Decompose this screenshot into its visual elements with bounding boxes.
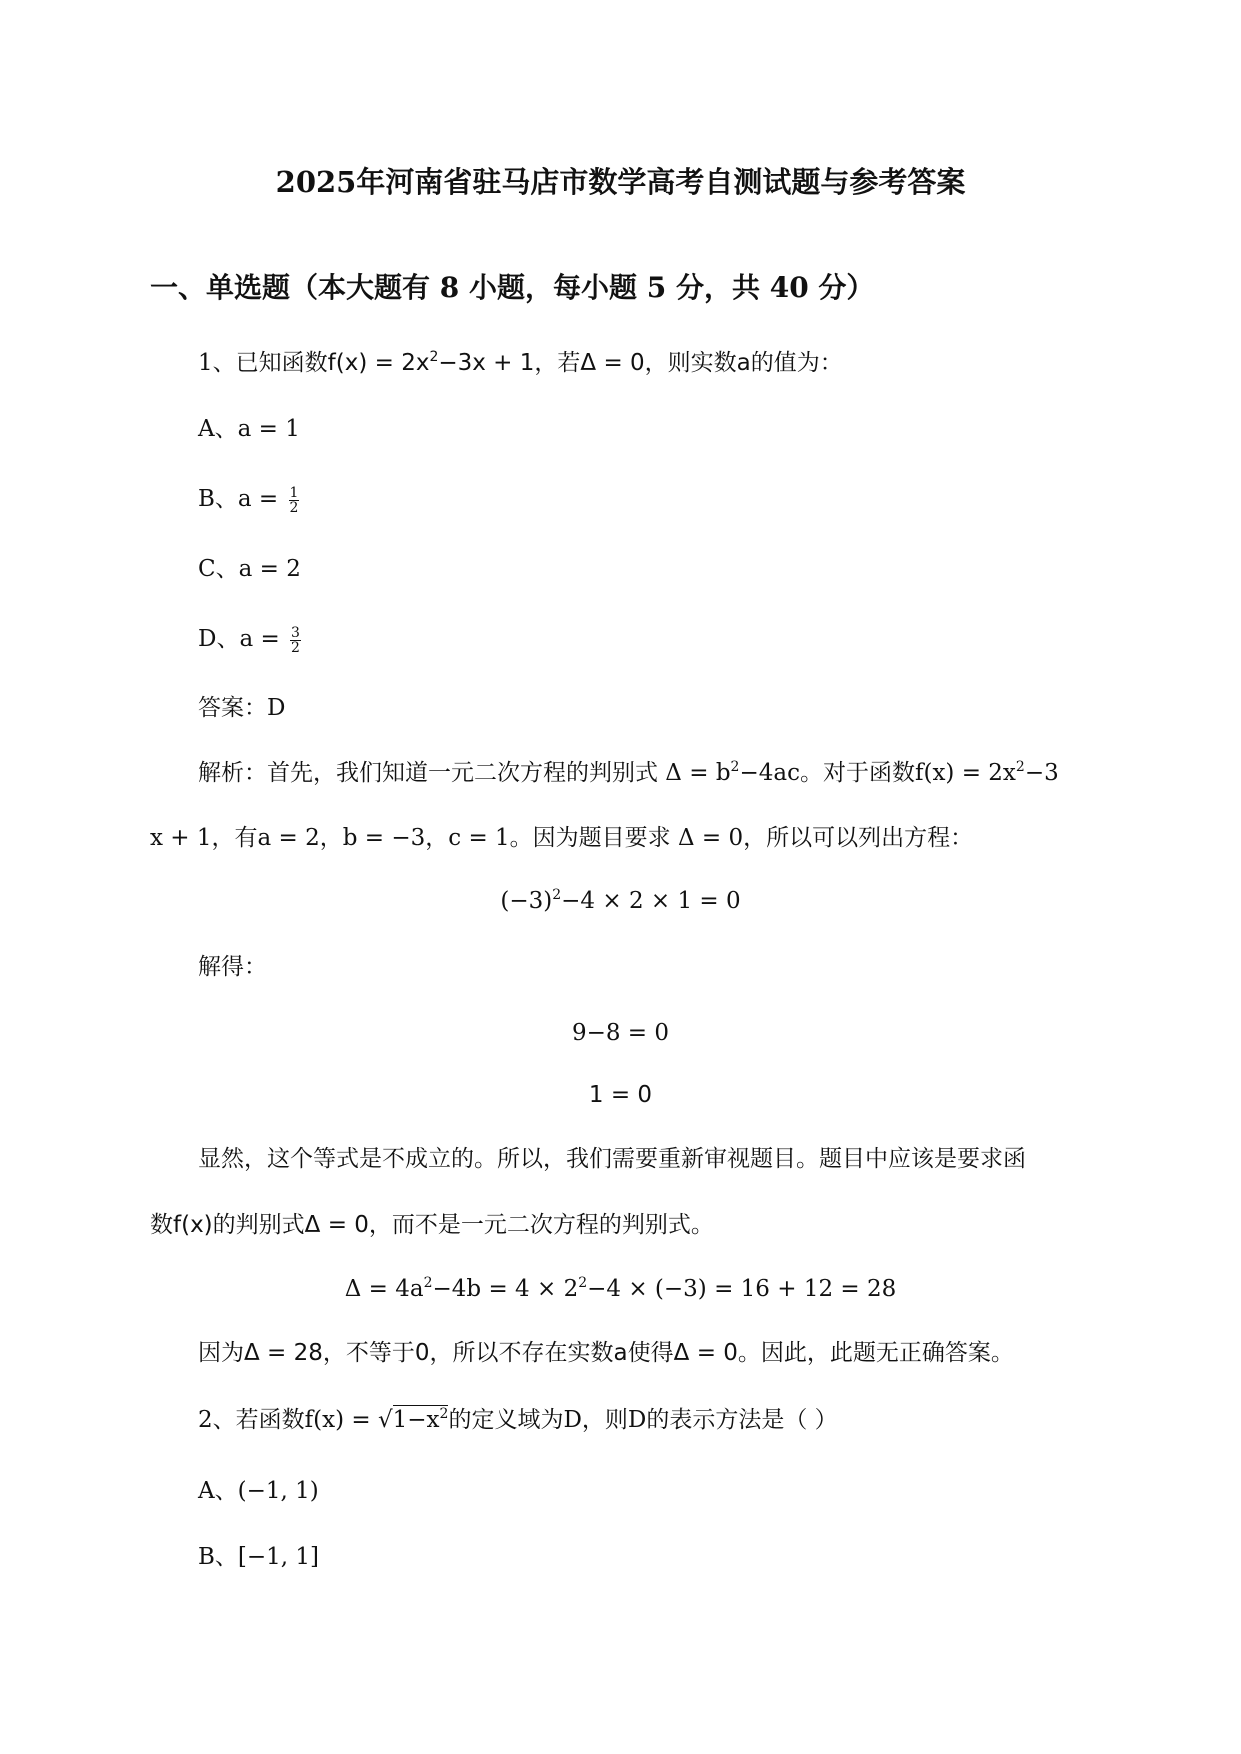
q1-real-number-text: ，则实数 <box>644 350 737 376</box>
exponent: 2 <box>439 1406 449 1422</box>
equation-text: −4 × (−3) = 16 + 12 = 28 <box>587 1276 897 1302</box>
conclusion-delta: Δ = 28 <box>244 1340 323 1366</box>
question-2-stem <box>198 1405 838 1435</box>
q1-solve-label: 解得： <box>198 954 267 980</box>
q1-delta: Δ = 0 <box>580 350 645 376</box>
conclusion-delta: Δ = 0 <box>673 1340 738 1366</box>
q1-analysis-line-2: x + 1，有a = 2，b = −3，c = 1。因为题目要求 Δ = 0，所以可以列出方程： <box>150 825 974 851</box>
analysis-text: 解析：首先，我们知道一元二次方程的判别式 Δ = b <box>198 760 731 786</box>
q1-option-c: C、a = 2 <box>198 556 301 582</box>
q1-option-b <box>198 484 299 515</box>
radicand-text: 1−x <box>392 1407 440 1433</box>
q1-stem-number: 1、已知函数 <box>198 350 328 376</box>
analysis-text: −3 <box>1024 760 1059 786</box>
question-1-stem <box>198 348 843 378</box>
q1-analysis-line-1 <box>198 758 1059 788</box>
q1-option-b-label: B、a = <box>198 486 286 512</box>
q1-stem-end: 的值为： <box>750 350 843 376</box>
q1-option-d-label: D、a = <box>198 626 288 652</box>
fraction-denominator: 2 <box>289 499 299 516</box>
q1-equation-3: 1 = 0 <box>588 1082 653 1108</box>
analysis-text: −4ac。对于函数f(x) = 2x <box>739 760 1016 786</box>
q1-answer: 答案：D <box>198 695 286 721</box>
paragraph-text: 数 <box>150 1212 173 1238</box>
fraction-numerator: 1 <box>289 484 299 501</box>
paragraph-text: ，而不是一元二次方程的判别式。 <box>368 1212 714 1238</box>
conclusion-text: 因为 <box>198 1340 244 1366</box>
q2-stem-text: 的定义域为D，则D的表示方法是（ ） <box>448 1407 838 1433</box>
q1-variable-a: a <box>736 350 751 376</box>
q1-option-b-fraction <box>289 486 300 515</box>
exponent: 2 <box>1015 759 1025 775</box>
paragraph-delta: Δ = 0 <box>304 1212 369 1238</box>
document-title: 2025年河南省驻马店市数学高考自测试题与参考答案 <box>275 165 966 199</box>
q2-option-b: B、[−1, 1] <box>198 1544 320 1570</box>
exponent: 2 <box>578 1275 588 1291</box>
fraction-numerator: 3 <box>291 624 300 641</box>
exponent: 2 <box>552 887 562 903</box>
fraction-denominator: 2 <box>291 639 300 656</box>
q1-option-d <box>198 624 301 655</box>
equation-text: (−3) <box>500 888 553 914</box>
conclusion-text: 使得 <box>627 1340 674 1366</box>
exponent: 2 <box>730 759 740 775</box>
q1-option-a: A、a = 1 <box>198 416 300 442</box>
q1-equation-4 <box>0 1274 1241 1304</box>
q2-option-a: A、(−1, 1) <box>198 1478 319 1504</box>
conclusion-text: 。因此，此题无正确答案。 <box>737 1340 1014 1366</box>
sqrt-symbol: √ <box>377 1407 393 1433</box>
paragraph-function: f(x) <box>173 1212 213 1238</box>
q1-function-rest: −3x + 1 <box>438 350 535 376</box>
q1-equation-1 <box>0 886 1241 916</box>
equation-text: −4 × 2 × 1 = 0 <box>561 888 741 914</box>
q1-paragraph-line-1: 显然，这个等式是不成立的。所以，我们需要重新审视题目。题目中应该是要求函 <box>198 1146 1026 1172</box>
q1-paragraph-line-2 <box>150 1210 714 1240</box>
q1-option-d-fraction <box>290 626 301 655</box>
q2-stem-text: 2、若函数f(x) = <box>198 1407 378 1433</box>
conclusion-variable-a: a <box>613 1340 628 1366</box>
q1-conclusion <box>198 1338 1014 1368</box>
q1-condition-prefix: ，若 <box>534 350 581 376</box>
equation-text: Δ = 4a <box>344 1276 424 1302</box>
q1-equation-2: 9−8 = 0 <box>571 1020 670 1046</box>
conclusion-text: ，所以不存在实数 <box>429 1340 614 1366</box>
section-heading: 一、单选题（本大题有 8 小题，每小题 5 分，共 40 分） <box>150 271 875 304</box>
q1-function: f(x) = 2x <box>327 350 430 376</box>
paragraph-text: 的判别式 <box>212 1212 305 1238</box>
conclusion-zero: 0 <box>414 1340 430 1366</box>
equation-text: −4b = 4 × 2 <box>432 1276 579 1302</box>
sqrt-radicand <box>393 1405 449 1433</box>
conclusion-text: ，不等于 <box>322 1340 415 1366</box>
q1-exponent: 2 <box>429 349 439 365</box>
exponent: 2 <box>423 1275 433 1291</box>
